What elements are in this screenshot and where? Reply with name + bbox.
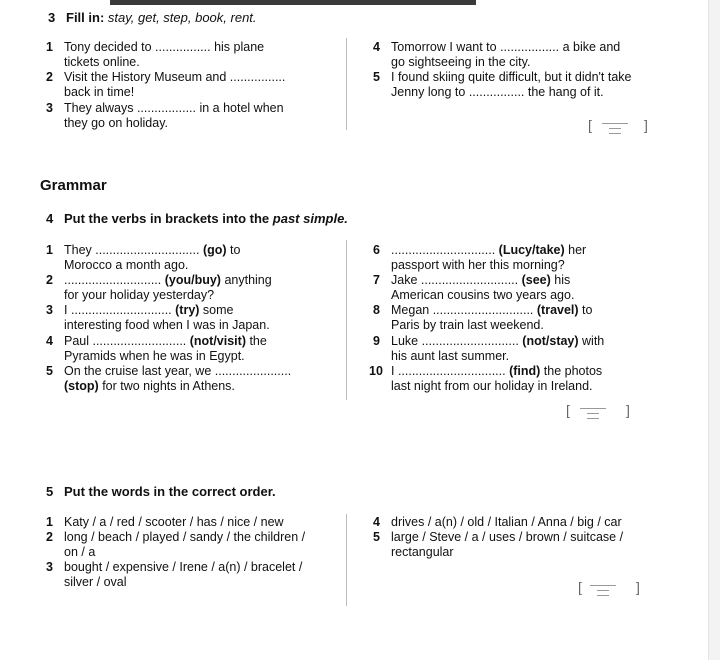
exercise-3-heading [48,10,257,25]
score-box: [ ] [578,579,640,595]
score-box: [ ] [588,117,648,133]
item-text: Tony decided to ................ his plane [64,40,265,54]
top-border-bar [110,0,476,5]
column-divider [346,38,347,130]
exercise-5-heading: 5 Put the words in the correct order. [46,484,276,499]
page-edge [708,0,720,660]
exercise-4-heading: 4 Put the verbs in brackets into the past simple. [46,211,348,226]
exercise-number: 3 [48,10,56,25]
exercise-title: Fill in: [66,10,105,25]
column-divider [346,514,347,606]
score-box: [ ] [566,402,630,418]
section-title: Grammar [40,177,107,194]
exercise-word-list: stay, get, step, book, rent. [107,10,257,25]
column-divider [346,240,347,400]
